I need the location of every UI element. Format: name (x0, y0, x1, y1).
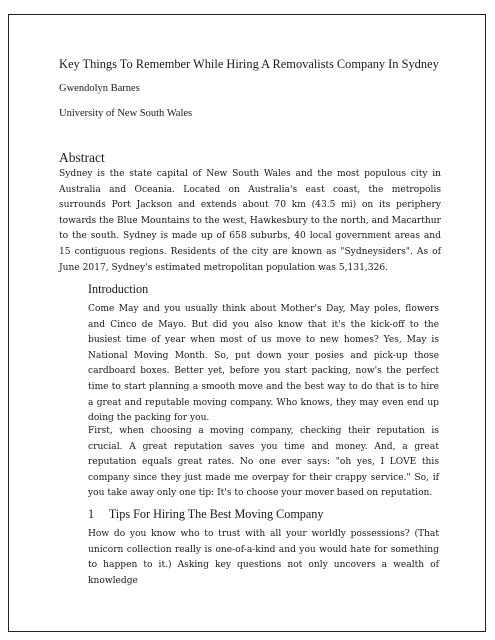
section-1-paragraph: How do you know who to trust with all your worldly possessions? (That unicorn collection really is one-of-a-kind and you would hate for something to happen to it.) Asking key questions not only uncovers a wealth of knowledge (88, 529, 439, 586)
section-number: 1 (88, 507, 95, 521)
introduction-paragraph-1: Come May and you usually think about Mother's Day, May poles, flowers and Cinco de Mayo. But did you also know that it's the kick-off to the busiest time of year when most of us move to new homes? Yes, May is National Moving Month. So, put down your posies and pick-up those cardboard boxes. Better yet, before you start packing, now's the perfect time to start planning a smooth move and the best way to do that is to hire a great and reputable moving company. Who knows, they may even end up doing the packing for you. (88, 304, 439, 424)
abstract-text: Sydney is the state capital of New South Wales and the most populous city in Australia and Oceania. Located on Australia's east coast, the metropolis surrounds Port Jackson and extends about 70 km (43.5 mi) on its periphery towards the Blue Mountains to the west, Hawkesbury to the north, and Macarthur to the south. Sydney is made up of 658 suburbs, 40 local government areas and 15 contiguous regions. Residents of the city are known as "Sydneysiders". As of June 2017, Sydney's estimated metropolitan population was 5,131,326. (59, 169, 441, 273)
introduction-heading: Introduction (88, 282, 149, 296)
introduction-paragraph-2: First, when choosing a moving company, checking their reputation is crucial. A great reputation saves you time and money. And, a great reputation equals great rates. No one ever says: "oh yes, I LOVE this company since they just made me overpay for their crappy service." So, if you take away only one tip: It's to choose your mover based on reputation. (88, 426, 439, 499)
section-1-heading (88, 507, 323, 522)
author-name: Gwendolyn Barnes (59, 83, 140, 94)
paper-title: Key Things To Remember While Hiring A Removalists Company In Sydney (59, 57, 439, 71)
abstract-heading: Abstract (59, 150, 105, 165)
author-affiliation: University of New South Wales (59, 108, 193, 119)
section-title: Tips For Hiring The Best Moving Company (108, 507, 324, 521)
